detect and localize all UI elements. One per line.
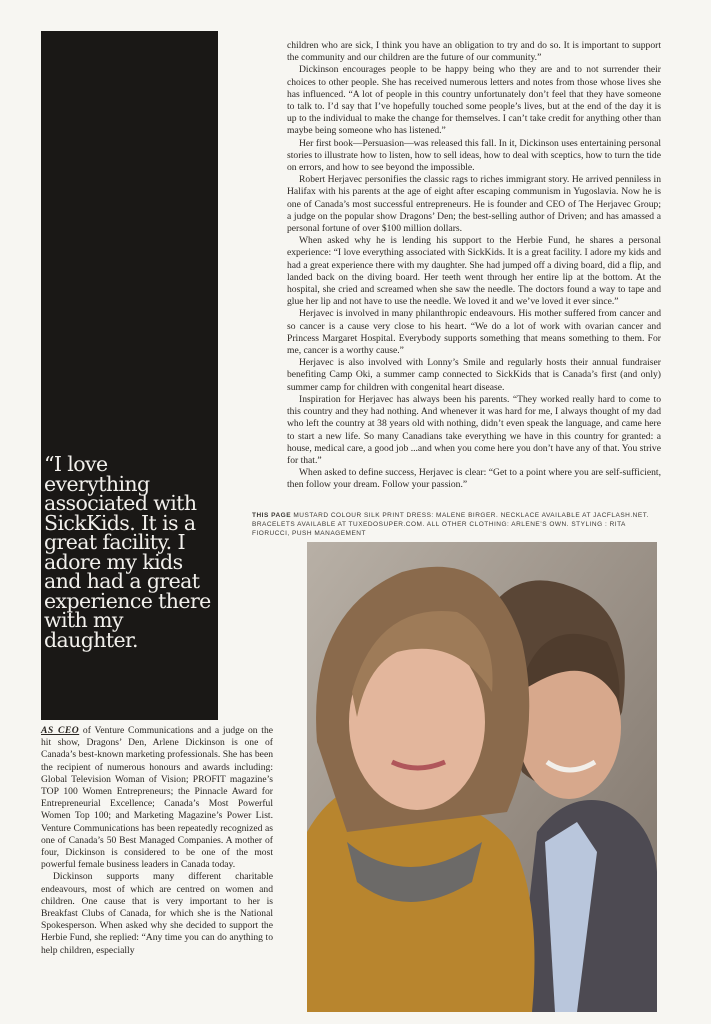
article-paragraph: Herjavec is also involved with Lonny’s Smile and regularly hosts their annual fundraiser benefiting Camp Oki, a summer camp connected to SickKids that is Canada’s first (and only) summer camp for children with congenital heart disease. xyxy=(287,357,661,393)
portrait-photo xyxy=(307,542,657,1012)
article-paragraph: Dickinson supports many different charitable endeavours, most of which are centred on women and children. One cause that is very important to her is Breakfast Clubs of Canada, for which she is the National Spokesperson. When asked why she decided to support the Herbie Fund, she replied: “Any time you can do anything to help children, especially xyxy=(41,871,273,956)
intro-paragraph xyxy=(41,725,273,871)
pull-quote: “I love everything associated with SickKids. It is a great facility. I adore my kids and had a great experience there with my daughter. xyxy=(44,452,211,652)
article-paragraph: Herjavec is involved in many philanthropic endeavours. His mother suffered from cancer and so cancer is a cause very close to his heart. “We do a lot of work with ovarian cancer and Princess Margaret Hospital. Everybody supports something that means something to them. For me, cancer is a worthy cause.” xyxy=(287,308,661,357)
portrait-illustration xyxy=(307,542,657,1012)
right-article-column xyxy=(287,40,661,492)
article-paragraph: Dickinson encourages people to be happy being who they are and to not surrender their choices to other people. She has received numerous letters and notes from those whose lives she has influenced. “A lot of people in this country unfortunately don’t feel that they have someone to talk to. I’d say that I’ve hopefully touched some people’s lives, but at the end of the day it is up to the individual to make the change for themselves. I can’t take credit for anything other than maybe being someone who has listened.” xyxy=(287,64,661,137)
article-paragraph: Her first book—Persuasion—was released this fall. In it, Dickinson uses entertaining personal stories to illustrate how to listen, how to sell ideas, how to deal with sceptics, how to turn the tide on errors, and how to see beyond the impossible. xyxy=(287,137,661,174)
photo-credit-caption xyxy=(252,511,664,538)
article-paragraph: When asked why he is lending his support to the Herbie Fund, he shares a personal experience: “I love everything associated with SickKids. It is a great facility. I adore my kids and had a great experience there with my daughter. She had jumped off a diving board, did a flip, and landed back on the diving board. Her teeth went through her entire lip at the bottom. At the hospital, she cried and screamed when she saw the needle. The doctors found a way to tape and glue her lip and not have to use the needle. We loved it and we’ve loved it ever since.” xyxy=(287,235,661,308)
caption-text: MUSTARD COLOUR SILK PRINT DRESS: MALENE BIRGER. NECKLACE AVAILABLE AT JACFLASH.NET. BRACELETS AVAILABLE AT TUXEDOSUPER.COM. ALL OTHER CLOTHING: ARLENE’S OWN. STYLING : RITA FIORUCCI, PUSH MANAGEMENT xyxy=(252,512,649,537)
article-paragraph: Inspiration for Herjavec has always been his parents. “They worked really hard to come to this country and they had nothing. And whenever it was hard for me, I always thought of my dad who left the country at 38 years old with nothing, didn’t even speak the language, and came here to start a new life. So many Canadians take everything we have in this country for granted: a house, medical care, a good job ...and when you come here you don’t have any of that. You strive for that.” xyxy=(287,393,661,466)
left-article-column xyxy=(41,725,273,957)
intro-text: of Venture Communications and a judge on the hit show, Dragons’ Den, Arlene Dickinson is one of Canada’s best-known marketing professionals. She has been the recipient of numerous honours and awards including: Global Television Woman of Vision; PROFIT magazine’s TOP 100 Women Entrepreneurs; the Pinnacle Award for Entrepreneurial Excellence; Canada’s Most Powerful Women Top 100; and Marketing Magazine’s Power List. Venture Communications has been repeatedly recognized as one of Canada’s 50 Best Managed Companies. A mother of four, Dickinson is considered to be one of the most powerful female business leaders in Canada today. xyxy=(41,725,274,871)
article-paragraph: When asked to define success, Herjavec is clear: “Get to a point where you are self-sufficient, then follow your dream. Follow your passion.” xyxy=(287,467,661,491)
caption-label: THIS PAGE xyxy=(252,512,292,519)
drop-lead: AS CEO xyxy=(41,725,80,736)
article-paragraph: children who are sick, I think you have an obligation to try and do so. It is important to support the community and our children are the future of our community.” xyxy=(287,40,661,64)
article-paragraph: Robert Herjavec personifies the classic rags to riches immigrant story. He arrived penniless in Halifax with his parents at the age of eight after escaping communism in Yugoslavia. Now he is one of Canada’s most successful entrepreneurs. He is founder and CEO of The Herjavec Group; a judge on the popular show Dragons’ Den; the best-selling author of Driven; and has amassed a personal fortune of over $100 million dollars. xyxy=(287,174,661,235)
